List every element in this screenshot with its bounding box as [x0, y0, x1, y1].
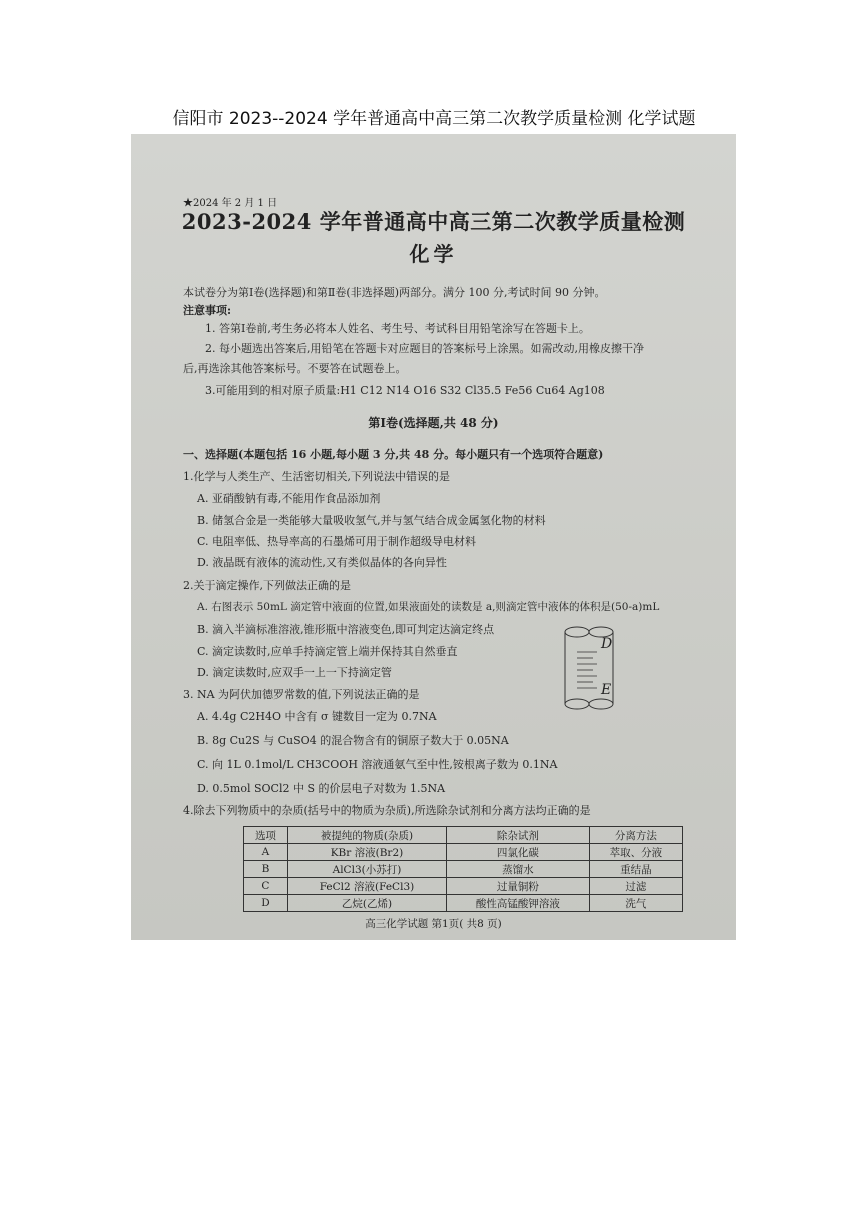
q3-option-d: D. 0.5mol SOCl2 中 S 的价层电子对数为 1.5NA: [197, 782, 446, 795]
table-row: [244, 844, 683, 861]
table-cell: FeCl2 溶液(FeCl3): [287, 878, 446, 895]
table-row: [244, 878, 683, 895]
note-2: 2. 每小题选出答案后,用铅笔在答题卡对应题目的答案标号上涂黑。如需改动,用橡皮擦干净: [205, 342, 644, 355]
q3-stem: 3. NA 为阿伏加德罗常数的值,下列说法正确的是: [183, 688, 420, 701]
q4-options-table: [243, 826, 683, 912]
q2-option-b: B. 滴入半滴标准溶液,锥形瓶中溶液变色,即可判定达滴定终点: [197, 623, 495, 636]
table-cell: 过滤: [589, 878, 682, 895]
note-2-cont: 后,再选涂其他答案标号。不要答在试题卷上。: [183, 362, 407, 375]
table-cell: 四氯化碳: [447, 844, 590, 861]
q3-option-a: A. 4.4g C2H4O 中含有 σ 键数目一定为 0.7NA: [197, 710, 437, 723]
table-header: 除杂试剂: [447, 827, 590, 844]
exam-intro: 本试卷分为第Ⅰ卷(选择题)和第Ⅱ卷(非选择题)两部分。满分 100 分,考试时间 90 分钟。: [183, 286, 606, 299]
part-heading: 一、选择题(本题包括 16 小题,每小题 3 分,共 48 分。每小题只有一个选项符合题意): [183, 448, 604, 461]
table-cell: C: [244, 878, 288, 895]
q2-option-c: C. 滴定读数时,应单手持滴定管上端并保持其自然垂直: [197, 645, 458, 658]
table-cell: 酸性高锰酸钾溶液: [447, 895, 590, 912]
table-row: [244, 861, 683, 878]
page-footer: 高三化学试题 第1页( 共8 页): [365, 918, 502, 930]
q2-option-d: D. 滴定读数时,应双手一上一下持滴定管: [197, 666, 392, 679]
table-cell: B: [244, 861, 288, 878]
q1-option-d: D. 液晶既有液体的流动性,又有类似晶体的各向异性: [197, 556, 447, 569]
q3-option-b: B. 8g Cu2S 与 CuSO4 的混合物含有的铜原子数大于 0.05NA: [197, 734, 509, 747]
table-cell: 过量铜粉: [447, 878, 590, 895]
table-row: [244, 895, 683, 912]
exam-title: 2023-2024 学年普通高中高三第二次教学质量检测: [181, 209, 686, 234]
table-cell: D: [244, 895, 288, 912]
figure-label-d: D: [601, 636, 613, 652]
table-cell: 重结晶: [589, 861, 682, 878]
table-cell: KBr 溶液(Br2): [287, 844, 446, 861]
table-header: 选项: [244, 827, 288, 844]
exam-date: ★2024 年 2 月 1 日: [183, 198, 278, 209]
q1-option-a: A. 亚硝酸钠有毒,不能用作食品添加剂: [197, 492, 381, 505]
table-header: 分离方法: [589, 827, 682, 844]
table-cell: A: [244, 844, 288, 861]
note-1: 1. 答第Ⅰ卷前,考生务必将本人姓名、考生号、考试科目用铅笔涂写在答题卡上。: [205, 322, 590, 335]
document-title: 信阳市 2023--2024 学年普通高中高三第二次教学质量检测 化学试题: [172, 109, 696, 129]
table-cell: 蒸馏水: [447, 861, 590, 878]
table-header: 被提纯的物质(杂质): [287, 827, 446, 844]
table-cell: 萃取、分液: [589, 844, 682, 861]
exam-subject: 化学: [409, 242, 458, 266]
notes-heading: 注意事项:: [183, 304, 232, 317]
exam-photo: [131, 134, 736, 940]
table-cell: 乙烷(乙烯): [287, 895, 446, 912]
q1-stem: 1.化学与人类生产、生活密切相关,下列说法中错误的是: [183, 470, 450, 483]
q3-option-c: C. 向 1L 0.1mol/L CH3COOH 溶液通氨气至中性,铵根离子数为 0.1NA: [197, 758, 558, 771]
table-cell: AlCl3(小苏打): [287, 861, 446, 878]
q2-option-a: A. 右图表示 50mL 滴定管中液面的位置,如果液面处的读数是 a,则滴定管中液体的体积是(50-a)mL: [197, 601, 660, 613]
note-3: 3.可能用到的相对原子质量:H1 C12 N14 O16 S32 Cl35.5 Fe56 Cu64 Ag108: [205, 384, 605, 397]
table-cell: 洗气: [589, 895, 682, 912]
section-title: 第Ⅰ卷(选择题,共 48 分): [368, 416, 499, 430]
q2-stem: 2.关于滴定操作,下列做法正确的是: [183, 579, 351, 592]
q1-option-b: B. 储氢合金是一类能够大量吸收氢气,并与氢气结合成金属氢化物的材料: [197, 514, 546, 527]
table-header-row: [244, 827, 683, 844]
q1-option-c: C. 电阻率低、热导率高的石墨烯可用于制作超级导电材料: [197, 535, 477, 548]
q4-stem: 4.除去下列物质中的杂质(括号中的物质为杂质),所选除杂试剂和分离方法均正确的是: [183, 804, 591, 817]
figure-label-e: E: [601, 682, 612, 698]
